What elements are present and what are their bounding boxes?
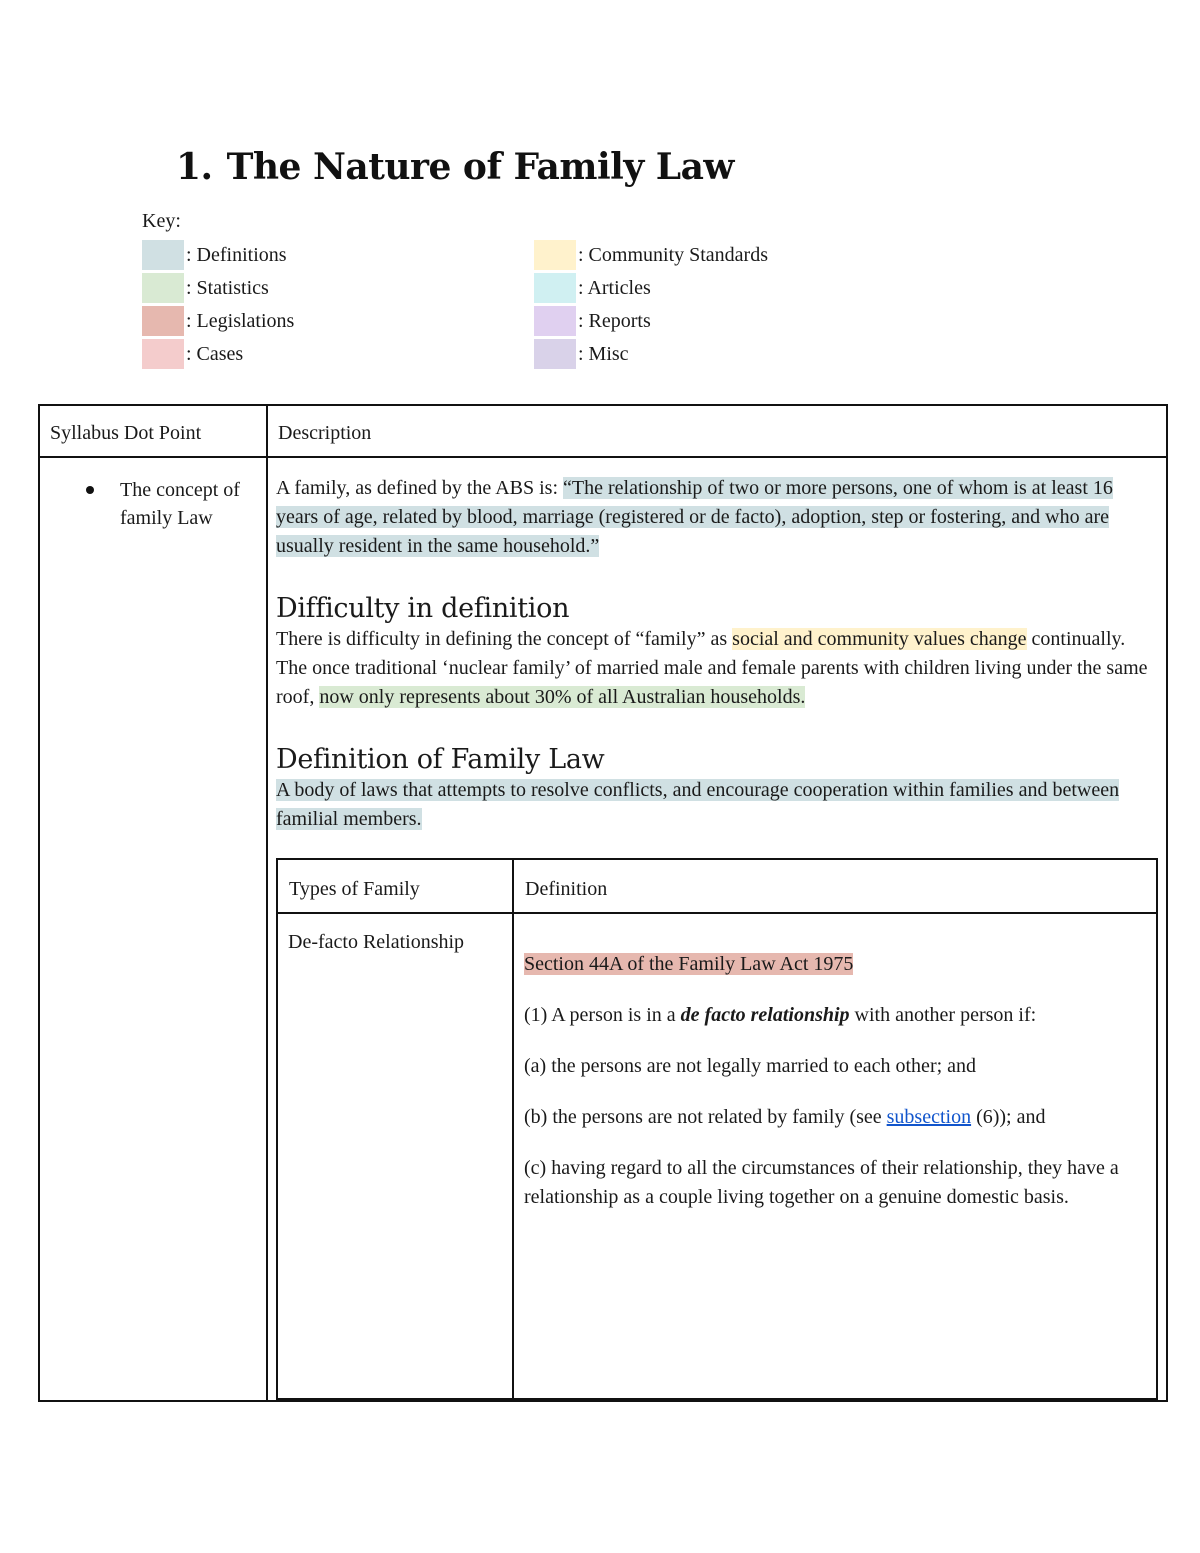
key-item-definitions: [142, 240, 287, 270]
abs-lead: A family, as defined by the ABS is:: [276, 477, 564, 499]
table-header-row: [39, 405, 1167, 457]
cases-swatch: [142, 339, 184, 369]
community-standard-highlight: social and community values change: [732, 628, 1027, 650]
difficulty-text-1: There is difficulty in defining the concept of “family” as: [276, 628, 733, 650]
types-header-label: Types of Family: [289, 878, 420, 900]
key-label: Key:: [142, 210, 181, 232]
heading-text: The Nature of Family Law: [226, 146, 734, 188]
dot-point: [40, 458, 266, 532]
syllabus-table: [38, 404, 1168, 1402]
key-item-label: : Definitions: [186, 243, 287, 266]
statistic-highlight: now only represents about 30% of all Australian households.: [319, 686, 806, 708]
family-law-definition: A body of laws that attempts to resolve conflicts, and encourage cooperation within families and between familial members.: [276, 779, 1120, 830]
key-item-articles: [534, 273, 651, 303]
clause-a: (a) the persons are not legally married to each other; and: [524, 1055, 977, 1077]
types-header-row: [277, 859, 1157, 913]
key-item-statistics: [142, 273, 269, 303]
key-item-label: : Legislations: [186, 309, 295, 332]
legislation-highlight: Section 44A of the Family Law Act 1975: [524, 953, 854, 975]
types-header-cell: [277, 859, 513, 913]
misc-swatch: [534, 339, 576, 369]
key-item-label: : Cases: [186, 342, 244, 365]
family-type: De-facto Relationship: [288, 931, 465, 953]
header-label: Syllabus Dot Point: [50, 422, 202, 444]
key-item-misc: [534, 339, 629, 369]
family-law-paragraph: [276, 776, 1158, 834]
abs-definition-paragraph: [276, 474, 1158, 561]
clause-b: [524, 1103, 1146, 1132]
reports-swatch: [534, 306, 576, 336]
subsection-link[interactable]: subsection: [886, 1106, 972, 1128]
clause-b-text: (b) the persons are not related by family (see: [524, 1106, 887, 1128]
family-type-cell: [277, 913, 513, 1399]
key-item-label: : Misc: [578, 342, 629, 365]
clause-c: (c) having regard to all the circumstances of their relationship, they have a relationship as a couple living together on a genuine domestic basis.: [524, 1157, 1119, 1208]
dot-point-cell: [39, 457, 267, 1401]
definitions-swatch: [142, 240, 184, 270]
heading-number: 1.: [176, 146, 213, 188]
community-standards-swatch: [534, 240, 576, 270]
difficulty-text-2: continually. The once traditional ‘nuclear family’ of married male and female parents with children living under the same roof,: [276, 628, 1148, 708]
key-item-label: : Articles: [578, 276, 651, 299]
family-law-heading: Definition of Family Law: [276, 744, 605, 775]
key-item-reports: [534, 306, 651, 336]
description-cell: [267, 457, 1167, 1401]
abs-definition-quote: “The relationship of two or more persons, one of whom is at least 16 years of age, related by blood, marriage (registered or de facto), adoption, step or fostering, and who are usually resident in the same household.”: [276, 477, 1113, 557]
definition-header-label: Definition: [525, 878, 608, 900]
clause-b-text-end: (6)); and: [971, 1106, 1046, 1128]
header-label: Description: [278, 422, 372, 444]
key-item-community-standards: [534, 240, 768, 270]
clause-1-text: (1) A person is in a: [524, 1004, 681, 1026]
table-row: [39, 457, 1167, 1401]
page-title: [176, 146, 734, 188]
clause-1: [524, 1001, 1146, 1030]
family-definition-cell: [513, 913, 1157, 1399]
header-cell-syllabus: [39, 405, 267, 457]
clause-1-emphasis: de facto relationship: [680, 1004, 850, 1026]
key-item-label: : Statistics: [186, 276, 269, 299]
key-item-legislations: [142, 306, 294, 336]
types-of-family-table: [276, 858, 1158, 1400]
key-item-cases: [142, 339, 243, 369]
articles-swatch: [534, 273, 576, 303]
header-cell-description: [267, 405, 1167, 457]
definition-header-cell: [513, 859, 1157, 913]
clause-1-text-end: with another person if:: [849, 1004, 1037, 1026]
key-item-label: : Community Standards: [578, 243, 768, 266]
difficulty-heading: Difficulty in definition: [276, 593, 570, 624]
dot-point-text: The concept of family Law: [120, 479, 240, 529]
bullet-icon: [86, 486, 94, 494]
statistics-swatch: [142, 273, 184, 303]
table-row: [277, 913, 1157, 1399]
difficulty-paragraph: [276, 625, 1158, 712]
key-item-label: : Reports: [578, 309, 651, 332]
legislations-swatch: [142, 306, 184, 336]
description-content: [268, 458, 1166, 1400]
